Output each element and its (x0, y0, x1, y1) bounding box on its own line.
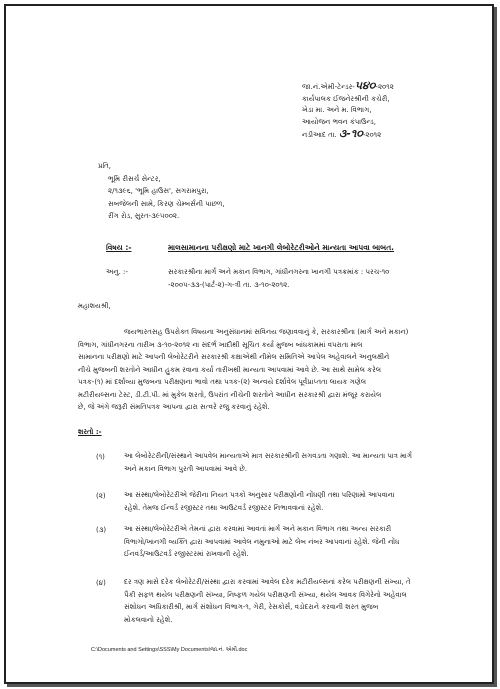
condition-line: વિભાગો/ખાનગી વ્યક્તિ દ્વારા આપવામાં આવેલ નમુનાઓ માટે લેબ નંબર આપવાનાં રહેશે. જેની નોંધ (124, 537, 400, 546)
condition-line: સંશોધન અધિકારીશ્રી, માર્ગ સંશોધન વિભાગ-૧, ગેરી, રેસકોર્સ, વડોદરાને કરવાની શરત મુજબ (124, 603, 379, 611)
condition-number: (૧) (96, 453, 105, 461)
condition-text (124, 489, 486, 514)
condition-text (124, 450, 486, 475)
body-line: સામાનના પરીક્ષણો માટે આપની લેબોરેટરીને સરકારશ્રી કક્ષાએથી નીમેલ સમિતિએ આપેલ અહેવાલને અનુલક્ષીને (78, 353, 390, 361)
recipient-address-line2: સબજેલની સામે, કિરણ ચેમ્બર્સની પાછળ, (108, 199, 225, 208)
body-line: મટીરીયલ્સના ટેસ્ટ, ડી.ટી.પી. માં મુકેલ શરતો, ઉપરાંત નીચેની શરતોને આધીન સરકારશ્રી દ્વારા મંજૂર કરાયેલ (78, 390, 382, 399)
document-page (4, 4, 494, 684)
body-line: પત્રક-(૧) માં દર્શાવ્યા મુજબના પરીક્ષણના ભાવો તથા પત્રક-(૨) અન્વયે દર્શાવેલ પૂર્વપ્રાપ્તતા લાયક ગણેલ (78, 378, 367, 386)
recipient-name: ભૂમિ રીસર્ચ સેન્ટર, (108, 174, 161, 183)
date-prefix: નડીઆદ તા. (302, 131, 337, 139)
office-header (302, 80, 394, 142)
reference-line2: -૨૦૦૫-૩૩-(પાર્ટ-૨)-ગ-ત્રી તા. ૩-૧૦-૨૦૧૨. (168, 281, 290, 289)
file-path-footer: C:\Documents and Settings\SSS\My Documents\જા.નં. એમી.doc (91, 647, 248, 653)
condition-line: ઈનવર્ડ/આઉટવર્ડ રજીસ્ટરમાં રાખવાની રહેશે. (124, 550, 249, 558)
letter-number-line (302, 80, 394, 94)
body-line: નીચે મુજબની શરતોને આધીન હુકમ રવાના કર્યા તારીખથી માન્યતા આપવામાં આવે છે. આ સાથે સામેલ કરેલ (78, 365, 381, 374)
letter-number-prefix: જા.નં.એમી-ટેન્ડર- (302, 83, 355, 91)
condition-line: અને મકાન વિભાગ પુરતી આપવામાં આવે છે. (124, 464, 248, 473)
condition-line: દર ત્રણ માસે દરેક લેબોરેટરી/સંસ્થા દ્વારા કરવામાં આવેલ દરેક મટીરીયલ્સનાં કરેલ પરીક્ષણની સંખ્યા, તે (124, 578, 411, 586)
subject-text: માલસામાનના પરીક્ષણો માટે ખાનગી લેબોરેટરીઓને માન્યતા આપવા બાબત. (168, 243, 395, 252)
date-line (302, 128, 394, 142)
body-line: જયભારતસહ ઉપરોક્ત વિષયના અનુસંધાનમાં સવિનય જણાવવાનું કે, સરકારશ્રીના (માર્ગ અને મકાન) (124, 328, 409, 336)
subject-label: વિષય :- (106, 243, 132, 252)
condition-number: (૩) (96, 526, 107, 534)
condition-text (124, 576, 486, 626)
condition-line: પૈકી સફળ થયેલ પરીક્ષણની સંખ્યા, નિષ્ફળ ગયેલ પરીક્ષણની સંખ્યા, થયેલ આવક વિગેરેનો અહેવાલ (124, 590, 407, 599)
conditions-heading: શરતો :- (78, 428, 102, 436)
division-name: ખેડા મા. અને મ. વિભાગ, (302, 106, 372, 114)
letter-number-suffix: -૨૦૧૨ (375, 83, 394, 91)
recipient-address-line1: ૨/૧૩૯૬, 'ભૂમિ હાઉસ', સગરામપુરા, (108, 187, 209, 195)
condition-line: આ સંસ્થા/લેબોરેટરીએ તેમનાં દ્વારા કરવામાં આવતાં માર્ગ અને મકાન વિભાગ તથા અન્ય સરકારી (124, 525, 392, 533)
condition-line: રહેશે. તેમજ ઈન્વર્ડ રજીસ્ટર તથા આઉટવર્ડ રજીસ્ટર નિભાવવાનાં રહેશે. (124, 503, 324, 512)
reference-line1: સરકારશ્રીના માર્ગ અને મકાન વિભાગ, ગાંધીનગરના ખાનગી પત્રક્રમાંક : પરચ-૧૦ (168, 268, 390, 276)
condition-number: (૪) (96, 579, 106, 587)
recipient-address (98, 160, 225, 223)
date-suffix: -૨૦૧૨ (362, 131, 382, 139)
recipient-address-line3: રીંગ રોડ, સુરત-૩૯૫૦૦૨. (108, 212, 180, 220)
body-line: છે, જે અંગે જરૂરી સંમતિપત્રક આપના દ્વારા સત્વરે રજુ કરવાનું રહેશે. (78, 403, 270, 411)
condition-number: (૨) (96, 492, 106, 500)
office-name: કાર્યપાલક ઈજનેરશ્રીની કચેરી, (302, 94, 390, 103)
handwritten-number: ૫૪૦ (354, 79, 376, 92)
body-paragraph (78, 326, 482, 414)
body-line: વિભાગ, ગાંધીનગરના તારીખ ૩-૧૦-૨૦૧૨ ના સંદર્ભ ખાદીથી સૂચિત કર્યા મુજબ બાંધકામમાં વપરાતા માલ (78, 340, 363, 349)
salutation: મહાશયશ્રી, (78, 302, 111, 310)
condition-line: આ સંસ્થા/લેબોરેટરીએ જેરીના નિયત પત્રકો અનુસાર પરીક્ષણોની નોંધણી તથા પરિણામો આપવાના (124, 491, 395, 499)
reference-label: અનુ. :- (106, 268, 128, 276)
condition-line: મોકલવાનો રહેશે. (124, 615, 173, 624)
office-compound: આયોજન ભવન કંપાઉન્ડ, (302, 117, 376, 126)
recipient-salutation: પ્રતિ, (98, 162, 111, 170)
condition-text (124, 523, 486, 561)
handwritten-date: ૩-૧૦ (338, 127, 363, 140)
condition-line: આ લેબોરેટરીની/સંસ્થાને આપવેલ માન્યતાએ માત્ર સરકારશ્રીની સગવડતા ગણાશે. આ માન્યતા પાત્ર માર્ગ (124, 452, 412, 460)
